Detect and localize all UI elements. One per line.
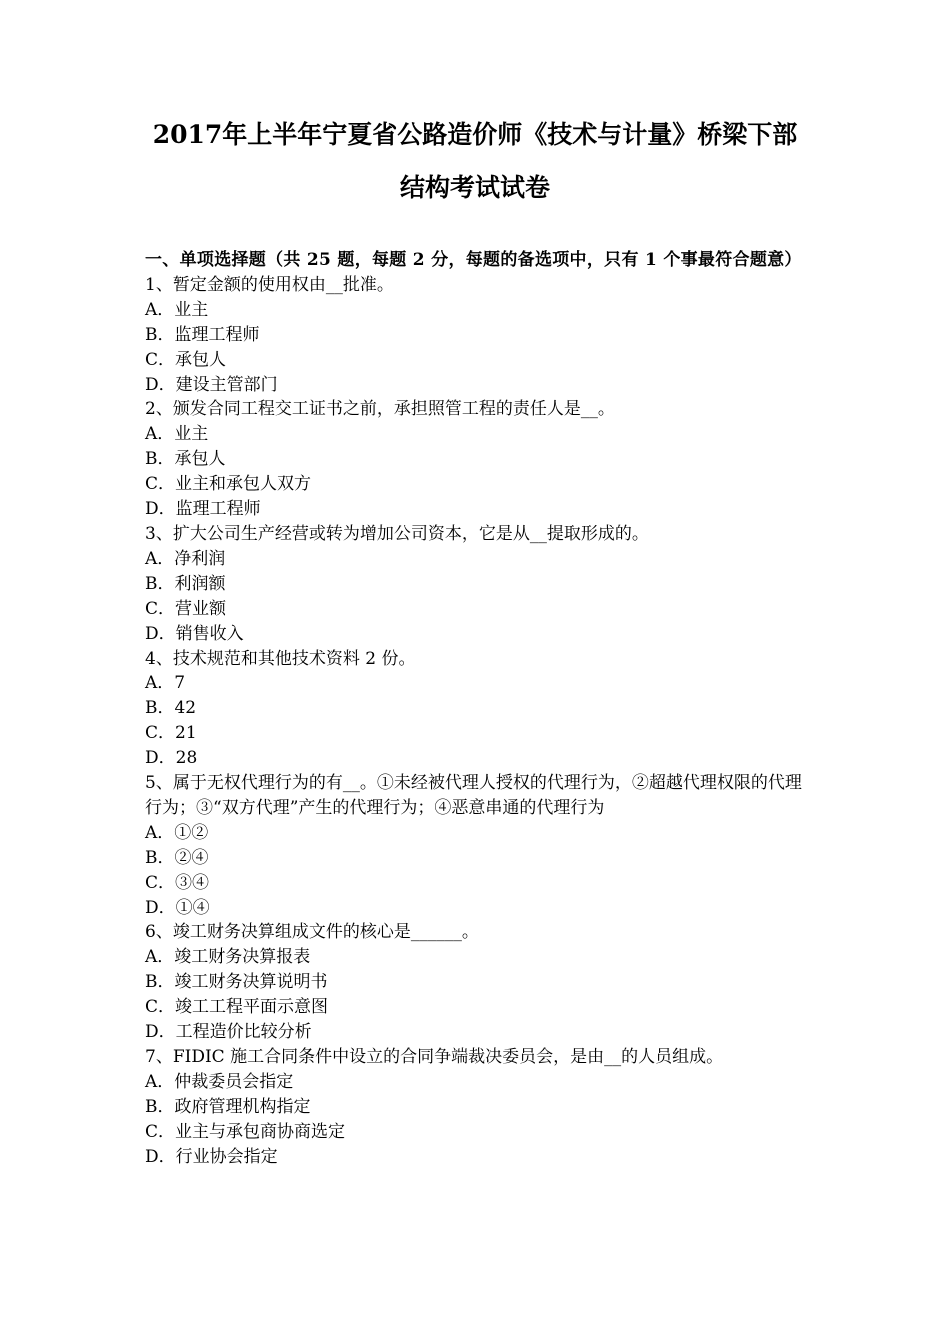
- option-b: B．②④: [145, 847, 209, 868]
- option-a: A．7: [145, 673, 186, 694]
- option-b: B．42: [145, 698, 197, 719]
- document-body: [145, 248, 810, 1170]
- option-c: C．竣工工程平面示意图: [145, 997, 329, 1018]
- question-3: [145, 522, 810, 647]
- option-a: A．竣工财务决算报表: [145, 947, 311, 968]
- question-4: [145, 647, 810, 772]
- option-a: A．①②: [145, 822, 209, 843]
- option-a: A．净利润: [145, 548, 226, 569]
- option-c: C．③④: [145, 872, 210, 893]
- question-text: 5、属于无权代理行为的有__。①未经被代理人授权的代理行为，②超越代理权限的代理行为；③“双方代理”产生的代理行为；④恶意串通的代理行为: [145, 773, 802, 818]
- question-1: [145, 273, 810, 398]
- option-d: D．监理工程师: [145, 499, 261, 520]
- option-b: B．监理工程师: [145, 324, 260, 345]
- option-c: C．业主和承包人双方: [145, 474, 312, 495]
- question-text: 6、竣工财务决算组成文件的核心是______。: [145, 922, 479, 943]
- document-title-line-2: 结构考试试卷: [399, 173, 550, 202]
- question-2: [145, 397, 810, 522]
- option-d: D．工程造价比较分析: [145, 1022, 312, 1043]
- option-c: C．承包人: [145, 349, 227, 370]
- option-c: C．营业额: [145, 598, 227, 619]
- option-b: B．竣工财务决算说明书: [145, 972, 328, 993]
- question-7: [145, 1045, 810, 1170]
- option-d: D．28: [145, 748, 198, 769]
- option-d: D．销售收入: [145, 623, 244, 644]
- option-d: D．建设主管部门: [145, 374, 278, 395]
- option-a: A．业主: [145, 424, 209, 445]
- option-d: D．①④: [145, 897, 210, 918]
- question-text: 4、技术规范和其他技术资料 2 份。: [145, 648, 416, 669]
- document-title-line-1: 2017年上半年宁夏省公路造价师《技术与计量》桥梁下部: [152, 120, 798, 149]
- option-c: C．21: [145, 723, 197, 744]
- option-a: A．仲裁委员会指定: [145, 1071, 294, 1092]
- question-5: [145, 771, 810, 920]
- option-c: C．业主与承包商协商选定: [145, 1121, 346, 1142]
- question-text: 1、暂定金额的使用权由__批准。: [145, 274, 394, 295]
- question-6: [145, 920, 810, 1045]
- question-text: 3、扩大公司生产经营或转为增加公司资本，它是从__提取形成的。: [145, 523, 649, 544]
- option-a: A．业主: [145, 299, 209, 320]
- option-b: B．政府管理机构指定: [145, 1096, 311, 1117]
- question-text: 7、FIDIC 施工合同条件中设立的合同争端裁决委员会，是由__的人员组成。: [145, 1047, 724, 1067]
- section-heading: 一、单项选择题（共 25 题，每题 2 分，每题的备选项中，只有 1 个事最符合题意）: [145, 250, 802, 270]
- option-d: D．行业协会指定: [145, 1146, 278, 1167]
- option-b: B．利润额: [145, 573, 226, 594]
- option-b: B．承包人: [145, 449, 226, 470]
- question-text: 2、颁发合同工程交工证书之前，承担照管工程的责任人是__。: [145, 399, 615, 420]
